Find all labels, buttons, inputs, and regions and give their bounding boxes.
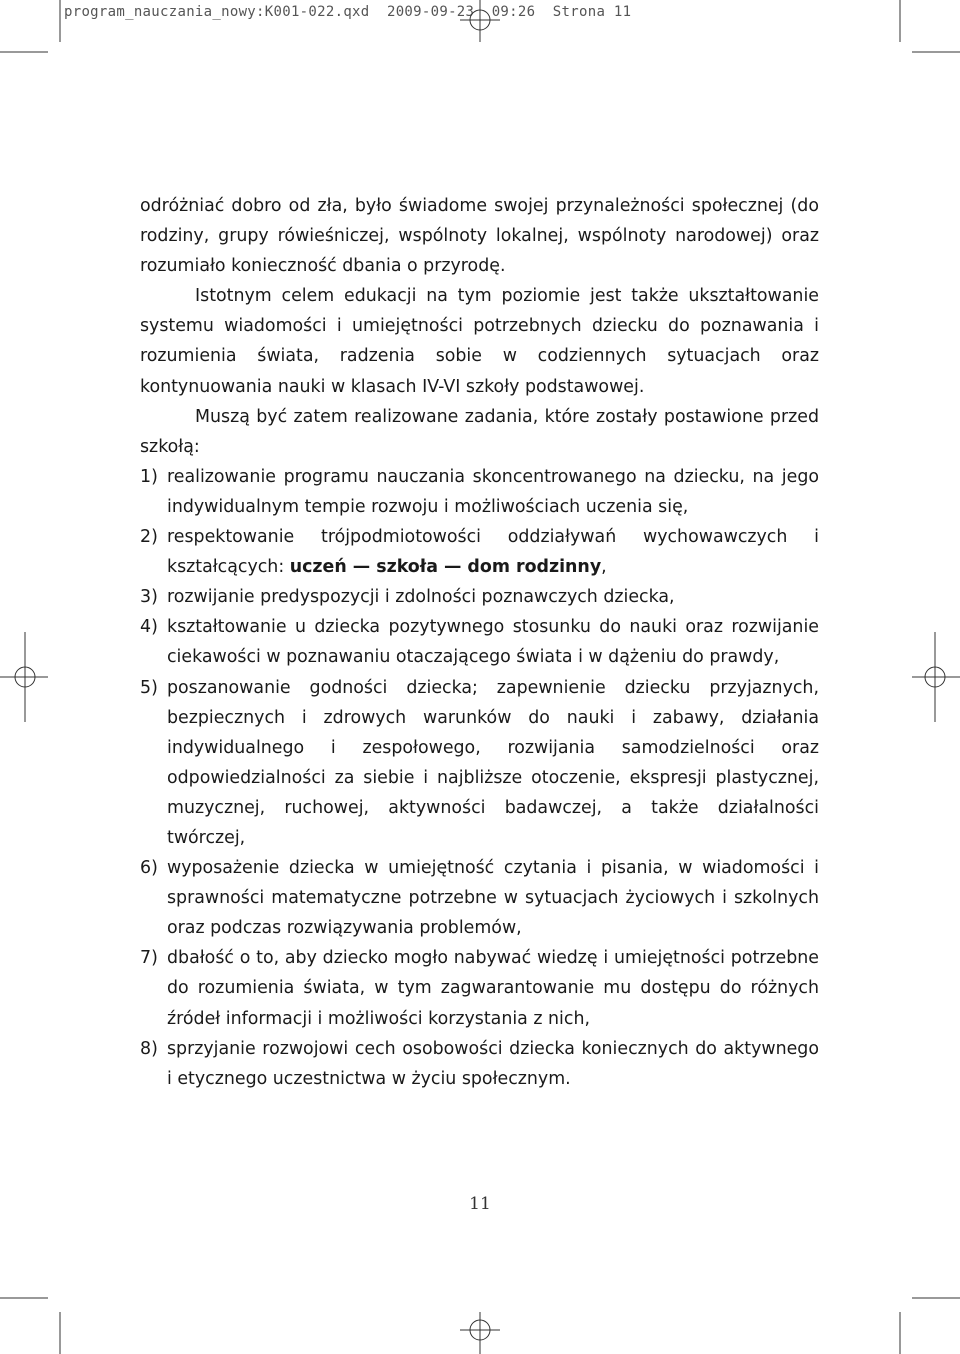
list-item: 4) kształtowanie u dziecka pozytywnego stosunku do nauki oraz rozwijanie ciekawości w poznawaniu otaczającego świata i w dążeniu do prawdy,: [140, 617, 819, 668]
list-item: 7) dbałość o to, aby dziecko mogło nabywać wiedzę i umiejętności potrzebne do rozumienia świata, w tym zagwarantowanie mu dostępu do różnych źródeł informacji i możliwości korzystania z nich,: [140, 948, 819, 1029]
bold-phrase: uczeń — szkoła — dom rodzinny: [289, 557, 602, 578]
list-item: 2) respektowanie trójpodmiotowości oddziaływań wychowawczych i kształcących: uczeń — szkoła — dom rodzinny,: [140, 527, 819, 578]
list-item: 5) poszanowanie godności dziecka; zapewnienie dziecku przyjaznych, bezpiecznych i zdrowych warunków do nauki i zabawy, działania indywidualnego i zespołowego, rozwijania samodzielności oraz odpowiedzialności za siebie i najbliższe otoczenie, ekspresji plastycznej, muzycznej, ruchowej, aktywności badawczej, a także działalności twórczej,: [140, 677, 819, 848]
paragraph-goal: Istotnym celem edukacji na tym poziomie jest także ukształtowanie systemu wiadomości i umiejętności potrzebnych dziecku do poznawania i rozumienia świata, radzenia sobie w codziennych sytuacjach oraz kontynuowania nauki w klasach IV-VI szkoły podstawowej.: [140, 286, 819, 397]
paragraph-tasks-intro: Muszą być zatem realizowane zadania, które zostały postawione przed szkołą:: [140, 406, 819, 457]
list-item: 6) wyposażenie dziecka w umiejętność czytania i pisania, w wiadomości i sprawności matematyczne potrzebne w sytuacjach życiowych i szkolnych oraz podczas rozwiązywania problemów,: [140, 858, 819, 939]
file-slug-line: program_nauczania_nowy:K001-022.qxd 2009-09-23 09:26 Strona 11: [64, 4, 632, 20]
list-item: 3) rozwijanie predyspozycji i zdolności poznawczych dziecka,: [140, 587, 675, 608]
list-item: 8) sprzyjanie rozwojowi cech osobowości dziecka koniecznych do aktywnego i etycznego uczestnictwa w życiu społecznym.: [140, 1038, 819, 1089]
page-number: 11: [469, 1194, 491, 1214]
list-item: 1) realizowanie programu nauczania skoncentrowanego na dziecku, na jego indywidualnym tempie rozwoju i możliwościach uczenia się,: [140, 466, 819, 517]
paragraph-continuation: odróżniać dobro od zła, było świadome swojej przynależności społecznej (do rodziny, grupy rówieśniczej, wspólnoty lokalnej, wspólnoty narodowej) oraz rozumiało konieczność dbania o przyrodę.: [140, 196, 819, 277]
main-text: [140, 191, 819, 1094]
